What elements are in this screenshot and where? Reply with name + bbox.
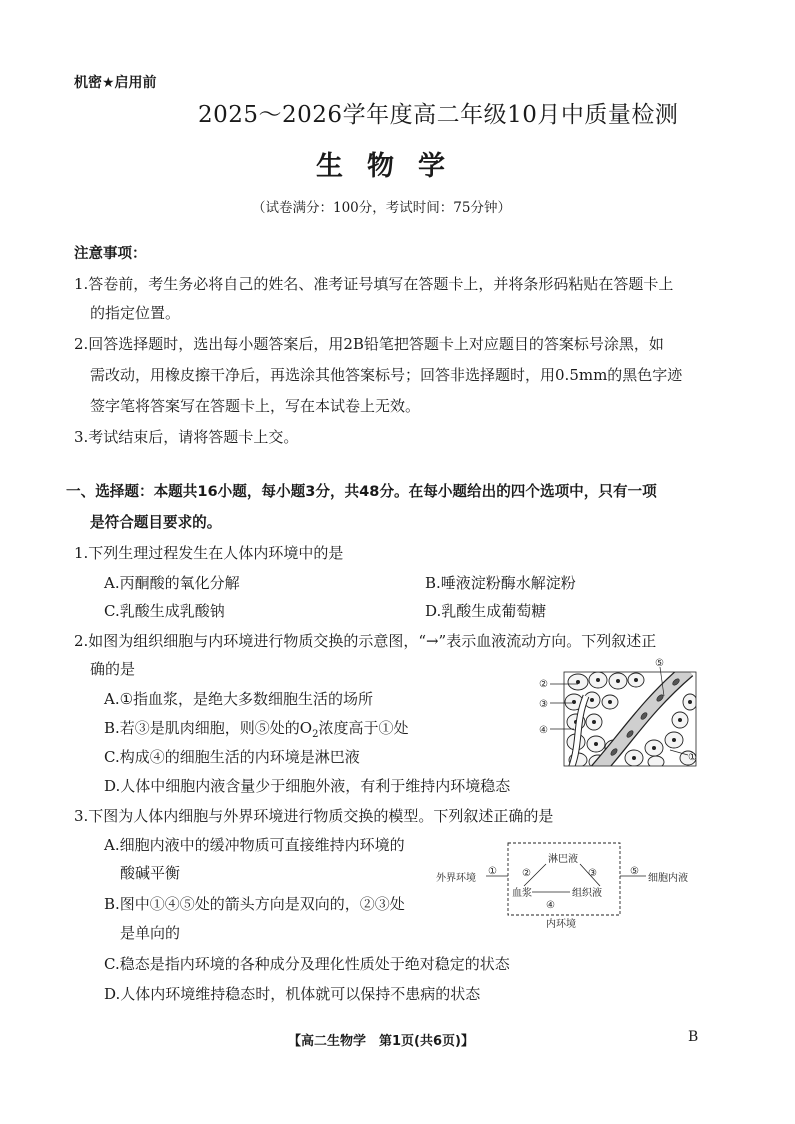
q2-stem-line-1: 2.如图为组织细胞与内环境进行物质交换的示意图，“→”表示血液流动方向。下列叙述正 [74,632,657,650]
exam-info: （试卷满分：100分，考试时间：75分钟） [252,200,511,216]
diagram3-num-2: ② [522,868,531,879]
diagram3-lymph: 淋巴液 [548,854,578,865]
diagram-label-4: ④ [539,725,548,736]
q2-option-b: B.若③是肌肉细胞，则⑤处的$O_2$浓度高于①处 [104,719,409,740]
exam-title: 2025～2026学年度高二年级10月中质量检测 [198,102,679,128]
diagram3-external-env: 外界环境 [436,873,476,884]
tissue-cells [564,670,697,768]
paper-version: B [688,1029,699,1045]
notice-item-1-line-2: 的指定位置。 [90,304,181,322]
q3-option-b-line-1: B.图中①④⑤处的箭头方向是双向的，②③处 [104,895,405,913]
page-footer: 【高二生物学 第1页(共6页)】 [288,1034,474,1049]
q3-stem: 3.下图为人体内细胞与外界环境进行物质交换的模型。下列叙述正确的是 [74,807,554,825]
q1-option-b: B.唾液淀粉酶水解淀粉 [425,574,576,592]
section-heading-line-2: 是符合题目要求的。 [90,514,222,531]
q1-option-a: A.丙酮酸的氧化分解 [104,574,240,592]
internal-environment-model-diagram [434,838,700,934]
q3-option-b-line-2: 是单向的 [120,924,181,942]
diagram-label-1: ① [688,752,697,763]
notice-item-2-line-1: 2.回答选择题时，选出每小题答案后，用2B铅笔把答题卡上对应题目的答案标号涂黑，如 [74,335,664,353]
q3-option-a-line-1: A.细胞内液中的缓冲物质可直接维持内环境的 [104,836,405,854]
q1-option-c: C.乳酸生成乳酸钠 [104,602,225,620]
q3-option-c: C.稳态是指内环境的各种成分及理化性质处于绝对稳定的状态 [104,955,510,973]
notice-item-3: 3.考试结束后，请将答题卡上交。 [74,428,299,446]
q3-option-d: D.人体内环境维持稳态时，机体就可以保持不患病的状态 [104,985,481,1003]
q2-option-a: A.①指血浆，是绝大多数细胞生活的场所 [104,690,374,708]
diagram-label-2: ② [539,679,548,690]
q3-option-a-line-2: 酸碱平衡 [120,864,181,882]
confidential-mark: 机密★启用前 [74,75,157,91]
tissue-exchange-diagram [538,656,698,768]
diagram-label-5: ⑤ [655,658,664,669]
notice-heading: 注意事项： [74,246,147,262]
diagram3-num-3: ③ [588,868,597,879]
subject-title: 生物学 [316,151,469,182]
diagram-label-3: ③ [539,699,548,710]
diagram3-num-5: ⑤ [630,866,639,877]
diagram3-plasma: 血浆 [512,888,532,899]
notice-item-2-line-2: 需改动，用橡皮擦干净后，再选涂其他答案标号；回答非选择题时，用0.5mm的黑色字迹 [90,366,683,384]
section-heading-line-1: 一、选择题：本题共16小题，每小题3分，共48分。在每小题给出的四个选项中，只有一项 [66,483,657,500]
q2-option-d: D.人体中细胞内液含量少于细胞外液，有利于维持内环境稳态 [104,777,511,795]
notice-item-1-line-1: 1.答卷前，考生务必将自己的姓名、准考证号填写在答题卡上，并将条形码粘贴在答题卡上 [74,275,674,293]
q1-option-d: D.乳酸生成葡萄糖 [425,602,547,620]
q2-option-c: C.构成④的细胞生活的内环境是淋巴液 [104,748,360,766]
diagram3-internal-env: 内环境 [546,919,576,930]
diagram3-num-4: ④ [546,900,555,911]
diagram3-tissue-fluid: 组织液 [572,888,602,899]
diagram3-num-1: ① [488,866,497,877]
diagram3-intracellular: 细胞内液 [648,873,688,884]
q1-stem: 1.下列生理过程发生在人体内环境中的是 [74,544,344,562]
notice-item-2-line-3: 签字笔将答案写在答题卡上，写在本试卷上无效。 [90,397,421,415]
q2-stem-line-2: 确的是 [90,660,136,678]
